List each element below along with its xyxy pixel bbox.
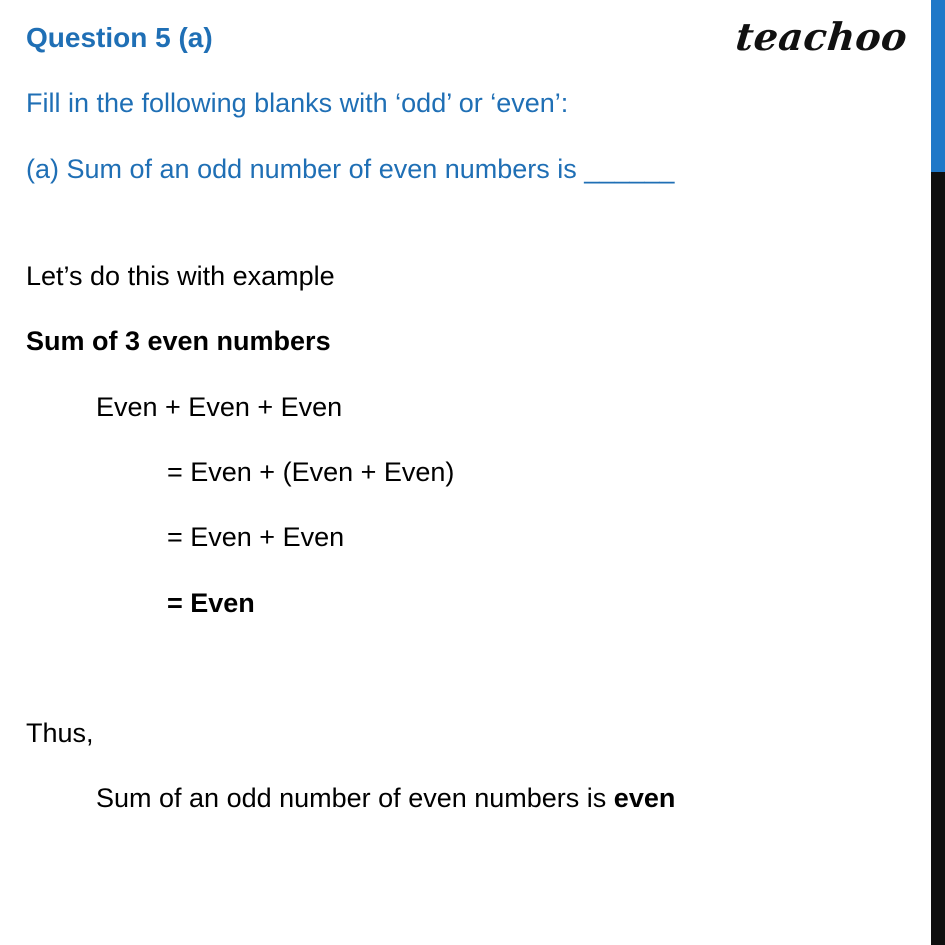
example-heading: Sum of 3 even numbers: [26, 326, 331, 356]
question-title: Question 5 (a): [26, 22, 213, 53]
question-instruction: Fill in the following blanks with ‘odd’ or ‘even’:: [26, 88, 569, 118]
conclusion-line: [96, 782, 675, 814]
scrollbar-track[interactable]: [931, 0, 945, 945]
solution-intro: Let’s do this with example: [26, 261, 335, 291]
step-result: = Even: [167, 588, 255, 618]
step-line: Even + Even + Even: [96, 392, 343, 422]
question-statement: (a) Sum of an odd number of even numbers is ______: [26, 154, 675, 184]
conclusion-text: Sum of an odd number of even numbers is: [96, 783, 614, 813]
step-line: = Even + Even: [167, 522, 345, 552]
thus-label: Thus,: [26, 718, 94, 748]
conclusion-answer: even: [613, 783, 676, 813]
step-line: = Even + (Even + Even): [167, 457, 455, 487]
teachoo-logo: teachoo: [733, 14, 910, 59]
scrollbar-thumb[interactable]: [931, 0, 945, 172]
